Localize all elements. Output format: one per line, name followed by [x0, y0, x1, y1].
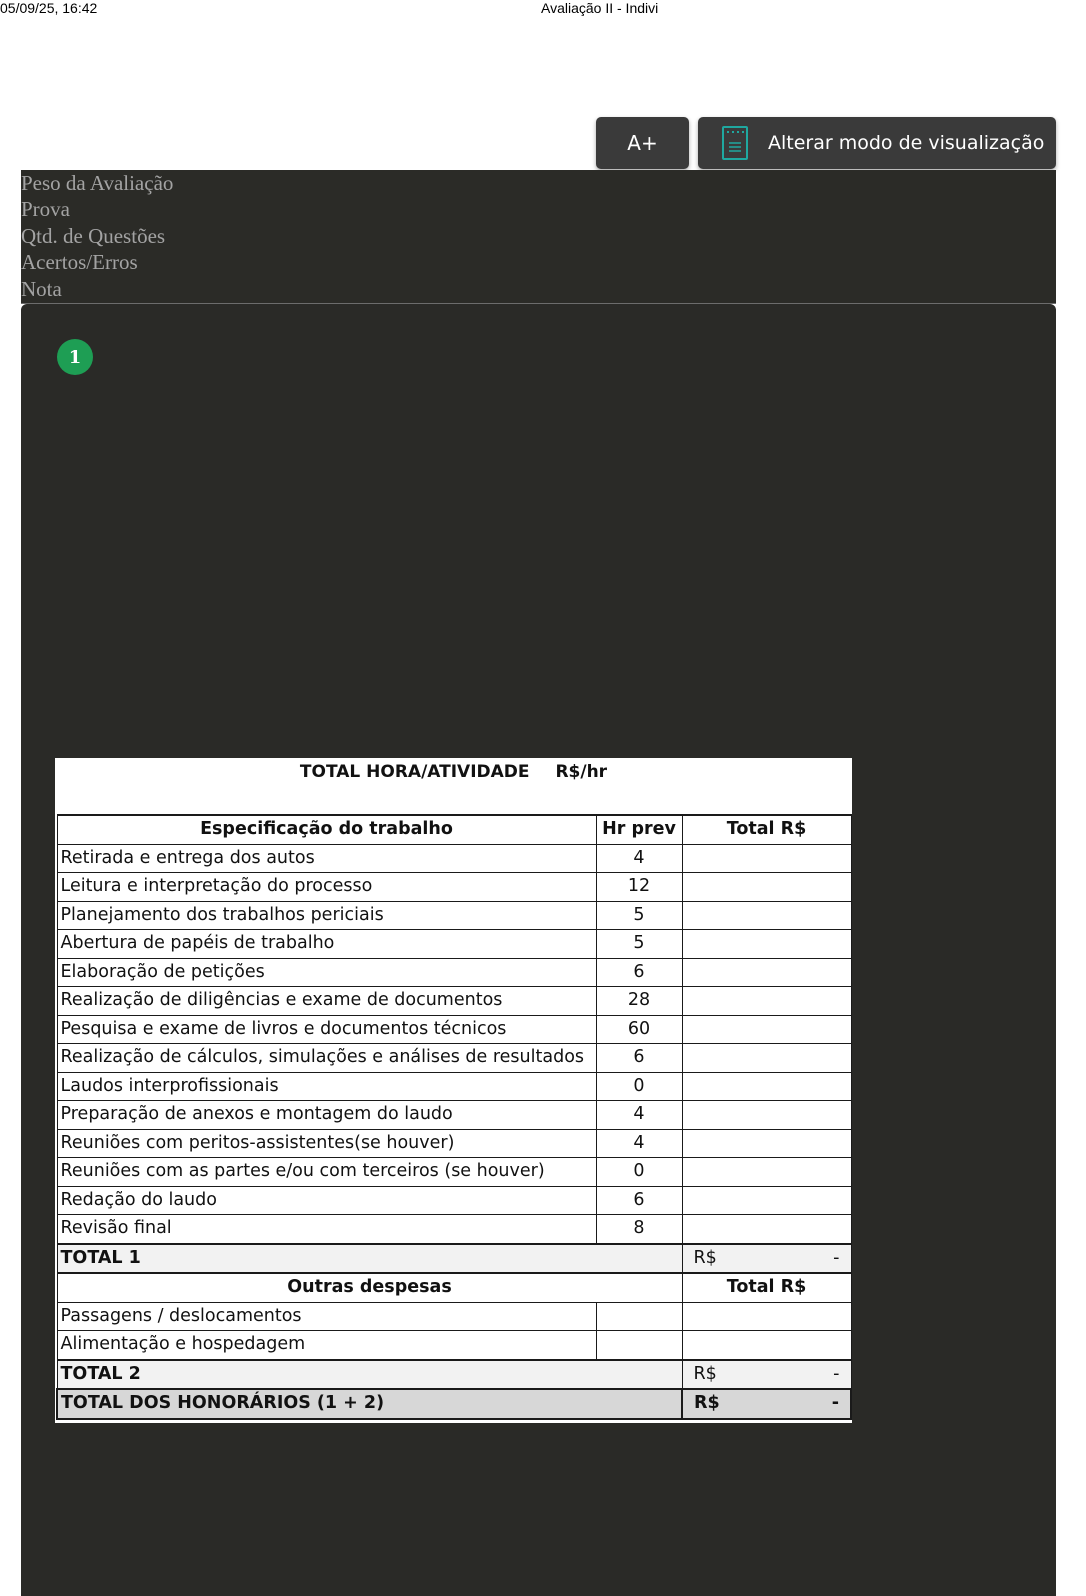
row-total	[682, 1215, 851, 1244]
table-row	[57, 1129, 851, 1158]
row-total	[682, 1186, 851, 1215]
total2-value: -	[833, 1363, 840, 1384]
row-total	[682, 873, 851, 902]
table-row	[57, 930, 851, 959]
info-question-count-label: Qtd. de Questões	[21, 223, 166, 248]
change-view-mode-button[interactable]	[698, 117, 1056, 169]
print-datetime: 05/09/25, 16:42	[0, 0, 98, 16]
row-spec: Revisão final	[57, 1215, 596, 1244]
row-spec: Redação do laudo	[57, 1186, 596, 1215]
row-total	[682, 1072, 851, 1101]
table-row	[57, 1215, 851, 1244]
row-spec: Alimentação e hospedagem	[57, 1331, 596, 1360]
row-hours	[596, 1302, 682, 1331]
sheet-header-unit: R$/hr	[555, 762, 608, 782]
grand-total-label: TOTAL DOS HONORÁRIOS (1 + 2)	[57, 1389, 682, 1419]
row-spec: Reuniões com as partes e/ou com terceiros (se houver)	[57, 1158, 596, 1187]
row-total	[682, 1015, 851, 1044]
row-total	[682, 1044, 851, 1073]
table-row	[57, 1331, 851, 1360]
total1-label: TOTAL 1	[57, 1244, 682, 1274]
table-row	[57, 1072, 851, 1101]
fee-spreadsheet-image	[55, 758, 852, 1423]
table-header-row	[57, 815, 851, 844]
row-hours: 4	[596, 1101, 682, 1130]
total1-row	[57, 1244, 851, 1274]
other-expenses-total-header: Total R$	[682, 1273, 851, 1302]
row-hours: 4	[596, 1129, 682, 1158]
total1-currency: R$	[693, 1247, 717, 1268]
row-spec: Preparação de anexos e montagem do laudo	[57, 1101, 596, 1130]
row-hours	[596, 1331, 682, 1360]
row-spec: Leitura e interpretação do processo	[57, 873, 596, 902]
total1-value: -	[833, 1247, 840, 1268]
row-spec: Pesquisa e exame de livros e documentos técnicos	[57, 1015, 596, 1044]
other-expenses-header: Outras despesas	[57, 1273, 682, 1302]
document-icon	[722, 126, 748, 160]
question-number-badge: 1	[57, 339, 93, 375]
row-total	[682, 1302, 851, 1331]
row-hours: 60	[596, 1015, 682, 1044]
sheet-header-title: TOTAL HORA/ATIVIDADE	[299, 762, 530, 782]
info-weight-label: Peso da Avaliação	[21, 171, 174, 195]
row-total	[682, 844, 851, 873]
table-row	[57, 958, 851, 987]
row-spec: Elaboração de petições	[57, 958, 596, 987]
info-hits-misses-label: Acertos/Erros	[21, 250, 138, 275]
row-hours: 12	[596, 873, 682, 902]
row-hours: 6	[596, 1186, 682, 1215]
grand-total-value-cell	[682, 1389, 851, 1419]
table-row	[57, 987, 851, 1016]
row-total	[682, 1331, 851, 1360]
total2-label: TOTAL 2	[57, 1360, 682, 1390]
table-row	[57, 1302, 851, 1331]
total2-row	[57, 1360, 851, 1390]
sheet-header	[55, 762, 852, 782]
row-total	[682, 1129, 851, 1158]
table-row	[57, 1044, 851, 1073]
row-hours: 5	[596, 930, 682, 959]
grand-total-row	[57, 1389, 851, 1419]
row-hours: 6	[596, 1044, 682, 1073]
info-grade-label: Nota	[21, 276, 62, 301]
table-row	[57, 1015, 851, 1044]
total2-value-cell	[682, 1360, 851, 1390]
table-row	[57, 1158, 851, 1187]
change-view-mode-label: Alterar modo de visualização	[768, 132, 1045, 154]
font-size-increase-button[interactable]: A+	[596, 117, 689, 169]
grand-total-value: -	[831, 1393, 839, 1414]
total1-value-cell	[682, 1244, 851, 1274]
row-hours: 5	[596, 901, 682, 930]
row-spec: Realização de cálculos, simulações e análises de resultados	[57, 1044, 596, 1073]
row-spec: Retirada e entrega dos autos	[57, 844, 596, 873]
row-total	[682, 901, 851, 930]
print-header	[0, 0, 1086, 18]
row-spec: Reuniões com peritos-assistentes(se houver)	[57, 1129, 596, 1158]
row-hours: 0	[596, 1158, 682, 1187]
row-hours: 6	[596, 958, 682, 987]
row-spec: Abertura de papéis de trabalho	[57, 930, 596, 959]
row-total	[682, 987, 851, 1016]
table-row	[57, 1186, 851, 1215]
column-header-spec: Especificação do trabalho	[57, 815, 596, 844]
total2-currency: R$	[693, 1363, 717, 1384]
row-total	[682, 930, 851, 959]
row-total	[682, 1101, 851, 1130]
other-expenses-header-row	[57, 1273, 851, 1302]
row-total	[682, 958, 851, 987]
column-header-hours: Hr prev	[596, 815, 682, 844]
row-total	[682, 1158, 851, 1187]
table-row	[57, 873, 851, 902]
grand-total-currency: R$	[694, 1393, 720, 1414]
row-hours: 4	[596, 844, 682, 873]
row-spec: Passagens / deslocamentos	[57, 1302, 596, 1331]
row-spec: Planejamento dos trabalhos periciais	[57, 901, 596, 930]
table-row	[57, 901, 851, 930]
fee-table	[56, 814, 852, 1420]
row-hours: 8	[596, 1215, 682, 1244]
row-spec: Laudos interprofissionais	[57, 1072, 596, 1101]
column-header-total: Total R$	[682, 815, 851, 844]
table-row	[57, 1101, 851, 1130]
print-page-title: Avaliação II - Indivi	[541, 0, 659, 16]
table-row	[57, 844, 851, 873]
info-exam-label: Prova	[21, 197, 70, 222]
row-hours: 0	[596, 1072, 682, 1101]
row-spec: Realização de diligências e exame de documentos	[57, 987, 596, 1016]
assessment-info-panel	[21, 170, 1056, 304]
row-hours: 28	[596, 987, 682, 1016]
